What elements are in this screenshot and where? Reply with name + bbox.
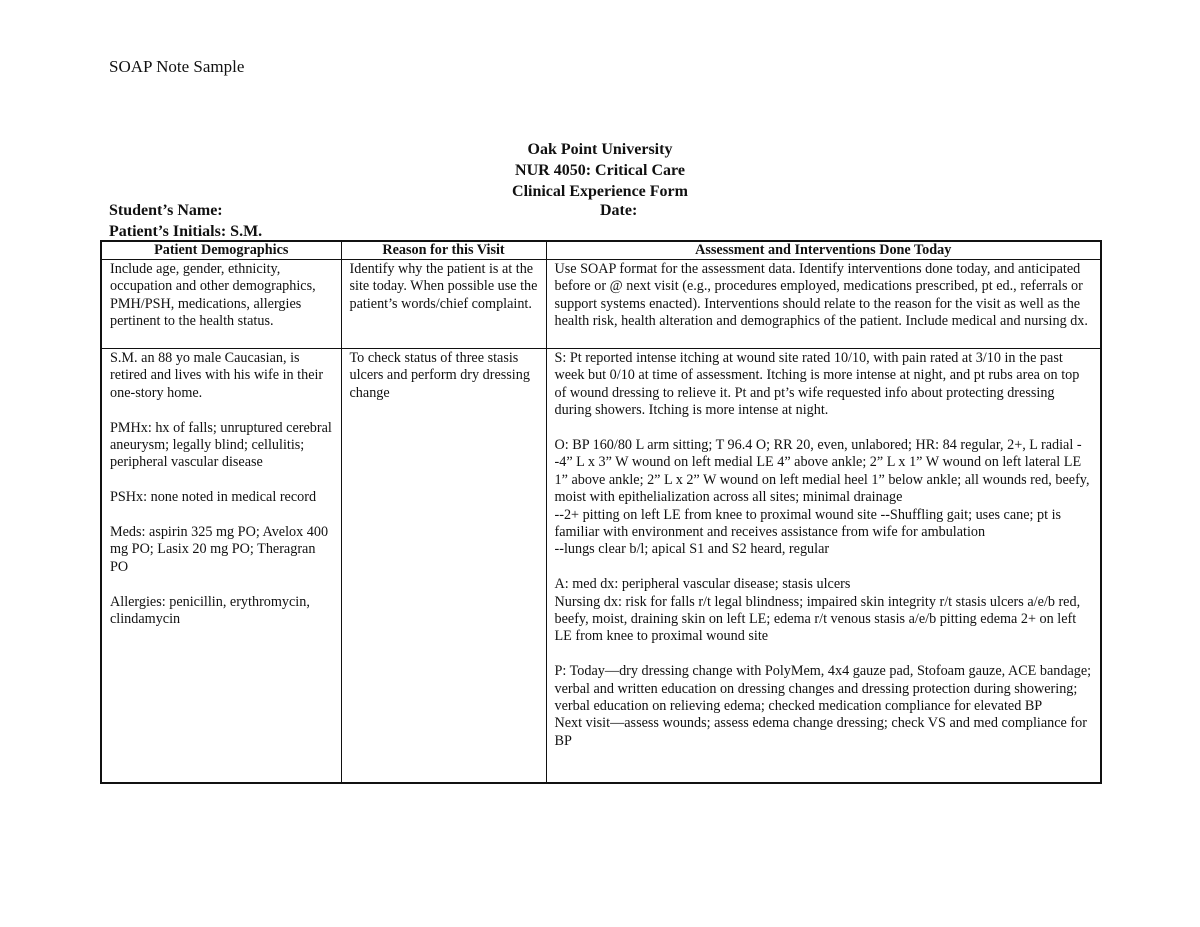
soap-subjective: S: Pt reported intense itching at wound site rated 10/10, with pain rated at 3/10 in the past week but 0/10 at time of assessment. Itching is more intense at night, and pt rubs area on top of wound dressing to relieve it. Pt and pt’s wife requested info about protecting dressing during showers. Itching is more intense at night. <box>554 350 1080 419</box>
soap-assessment-medical: A: med dx: peripheral vascular disease; stasis ulcers <box>554 576 851 593</box>
header-assessment-interventions: Assessment and Interventions Done Today <box>546 241 1101 260</box>
demographics-allergies: Allergies: penicillin, erythromycin, clindamycin <box>110 593 310 628</box>
soap-table <box>100 240 1102 784</box>
soap-assessment-nursing: Nursing dx: risk for falls r/t legal blindness; impaired skin integrity r/t stasis ulcers a/e/b red, beefy, moist, draining skin on left LE; edema r/t venous stasis a/e/b pitting edema 2+ on left LE from knee to proximal wound site <box>554 593 1081 645</box>
sample-reason-cell: To check status of three stasis ulcers and perform dry dressing change <box>341 349 546 784</box>
soap-plan-group <box>555 663 1093 750</box>
header-reason-for-visit: Reason for this Visit <box>341 241 546 260</box>
guide-demographics: Include age, gender, ethnicity, occupation and other demographics, PMH/PSH, medications, allergies pertinent to the health status. <box>101 260 341 349</box>
table-row-guidance <box>101 260 1101 349</box>
university-title: Oak Point University <box>527 141 673 158</box>
guide-assessment: Use SOAP format for the assessment data. Identify interventions done today, and anticipated before or @ next visit (e.g., procedures employed, medications prescribed, pt ed., referrals or support systems enacted). Interventions should relate to the reason for the visit as well as the health risk, health alteration and demographics of the patient. Include medical and nursing dx. <box>546 260 1101 349</box>
guide-reason: Identify why the patient is at the site today. When possible use the patient’s words/chief complaint. <box>341 260 546 349</box>
demographics-meds: Meds: aspirin 325 mg PO; Avelox 400 mg PO; Lasix 20 mg PO; Theragran PO <box>110 524 329 575</box>
demographics-intro: S.M. an 88 yo male Caucasian, is retired and lives with his wife in their one-story home. <box>110 350 324 401</box>
demographics-pshx: PSHx: none noted in medical record <box>110 489 317 506</box>
sample-assessment-cell <box>546 349 1101 784</box>
sample-demographics-cell <box>101 349 341 784</box>
soap-plan-today: P: Today—dry dressing change with PolyMem, 4x4 gauze pad, Stofoam gauze, ACE bandage; verbal and written education on dressing changes and dressing protection during showering; verbal education on relieving edema; checked medication compliance for elevated BP <box>554 663 1092 715</box>
soap-objective-group <box>555 437 1093 559</box>
demographics-pmhx: PMHx: hx of falls; unruptured cerebral aneurysm; legally blind; cellulitis; peripheral vascular disease <box>110 419 332 471</box>
document-header-label: SOAP Note Sample <box>109 57 245 76</box>
header-patient-demographics: Patient Demographics <box>101 241 341 260</box>
soap-assessment-group <box>555 576 1093 646</box>
form-title: Clinical Experience Form <box>512 183 688 200</box>
soap-objective-lungs: --lungs clear b/l; apical S1 and S2 heard, regular <box>554 541 830 558</box>
table-header-row <box>101 241 1101 260</box>
soap-objective-edema-gait: --2+ pitting on left LE from knee to proximal wound site --Shuffling gait; uses cane; pt is familiar with environment and receives assistance from wife for ambulation <box>554 506 1062 541</box>
soap-objective-vitals-wounds: O: BP 160/80 L arm sitting; T 96.4 O; RR 20, even, unlabored; HR: 84 regular, 2+, L radial --4” L x 3” W wound on left medial LE 4” above ankle; 2” L x 1” W wound on left lateral LE 1” above ankle; 2” L x 2” W wound on left medial heel 1” below ankle; all wounds red, beefy, moist with epithelialization across all sites; minimal drainage <box>554 437 1090 506</box>
soap-plan-next-visit: Next visit—assess wounds; assess edema change dressing; check VS and med compliance for BP <box>554 715 1087 749</box>
student-name-label: Student’s Name: <box>109 202 223 219</box>
patient-initials: Patient’s Initials: S.M. <box>109 223 263 240</box>
title-block <box>0 139 1200 202</box>
date-label: Date: <box>600 202 638 219</box>
table-row-sample <box>101 349 1101 784</box>
course-title: NUR 4050: Critical Care <box>515 162 685 179</box>
